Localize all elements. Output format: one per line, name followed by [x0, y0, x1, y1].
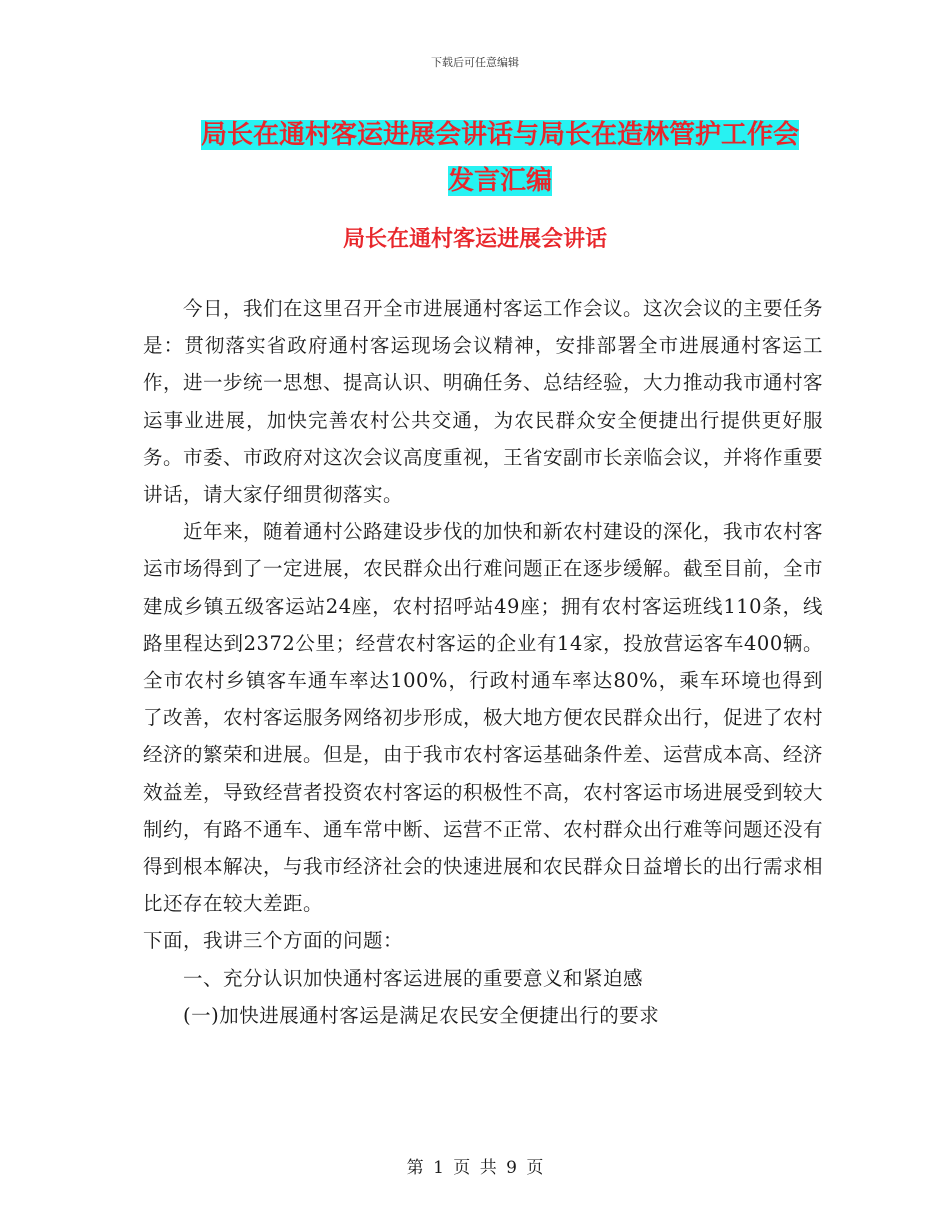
heading-part-one: 一、充分认识加快通村客运进展的重要意义和紧迫感: [183, 966, 644, 990]
page-footer: 第 1 页 共 9 页: [406, 1158, 544, 1178]
paragraph-transition: 下面，我讲三个方面的问题：: [143, 929, 404, 953]
document-title: [150, 112, 850, 204]
page-header-note: 下载后可任意编辑: [431, 56, 519, 69]
document-title-line1: 局长在通村客运进展会讲话与局长在造林管护工作会: [200, 120, 799, 150]
section-title: 局长在通村客运进展会讲话: [342, 227, 607, 252]
document-body: [143, 290, 823, 1034]
paragraph-background: 近年来，随着通村公路建设步伐的加快和新农村建设的深化，我市农村客运市场得到了一定进展，农民群众出行难问题正在逐步缓解。截至目前，全市建成乡镇五级客运站24座，农村招呼站49座；拥有农村客运班线110条，线路里程达到2372公里；经营农村客运的企业有14家，投放营运客车400辆。全市农村乡镇客车通车率达100%，行政村通车率达80%，乘车环境也得到了改善，农村客运服务网络初步形成，极大地方便农民群众出行，促进了农村经济的繁荣和进展。但是，由于我市农村客运基础条件差、运营成本高、经济效益差，导致经营者投资农村客运的积极性不高，农村客运市场进展受到较大制约，有路不通车、通车常中断、运营不正常、农村群众出行难等问题还没有得到根本解决，与我市经济社会的快速进展和农民群众日益增长的出行需求相比还存在较大差距。: [143, 520, 824, 916]
heading-subsection-one: (一)加快进展通村客运是满足农民安全便捷出行的要求: [183, 1003, 660, 1027]
paragraph-intro: 今日，我们在这里召开全市进展通村客运工作会议。这次会议的主要任务是：贯彻落实省政府通村客运现场会议精神，安排部署全市进展通村客运工作，进一步统一思想、提高认识、明确任务、总结经验，大力推动我市通村客运事业进展，加快完善农村公共交通，为农民群众安全便捷出行提供更好服务。市委、市政府对这次会议高度重视，王省安副市长亲临会议，并将作重要讲话，请大家仔细贯彻落实。: [143, 297, 824, 507]
document-title-line2: 发言汇编: [447, 166, 552, 196]
